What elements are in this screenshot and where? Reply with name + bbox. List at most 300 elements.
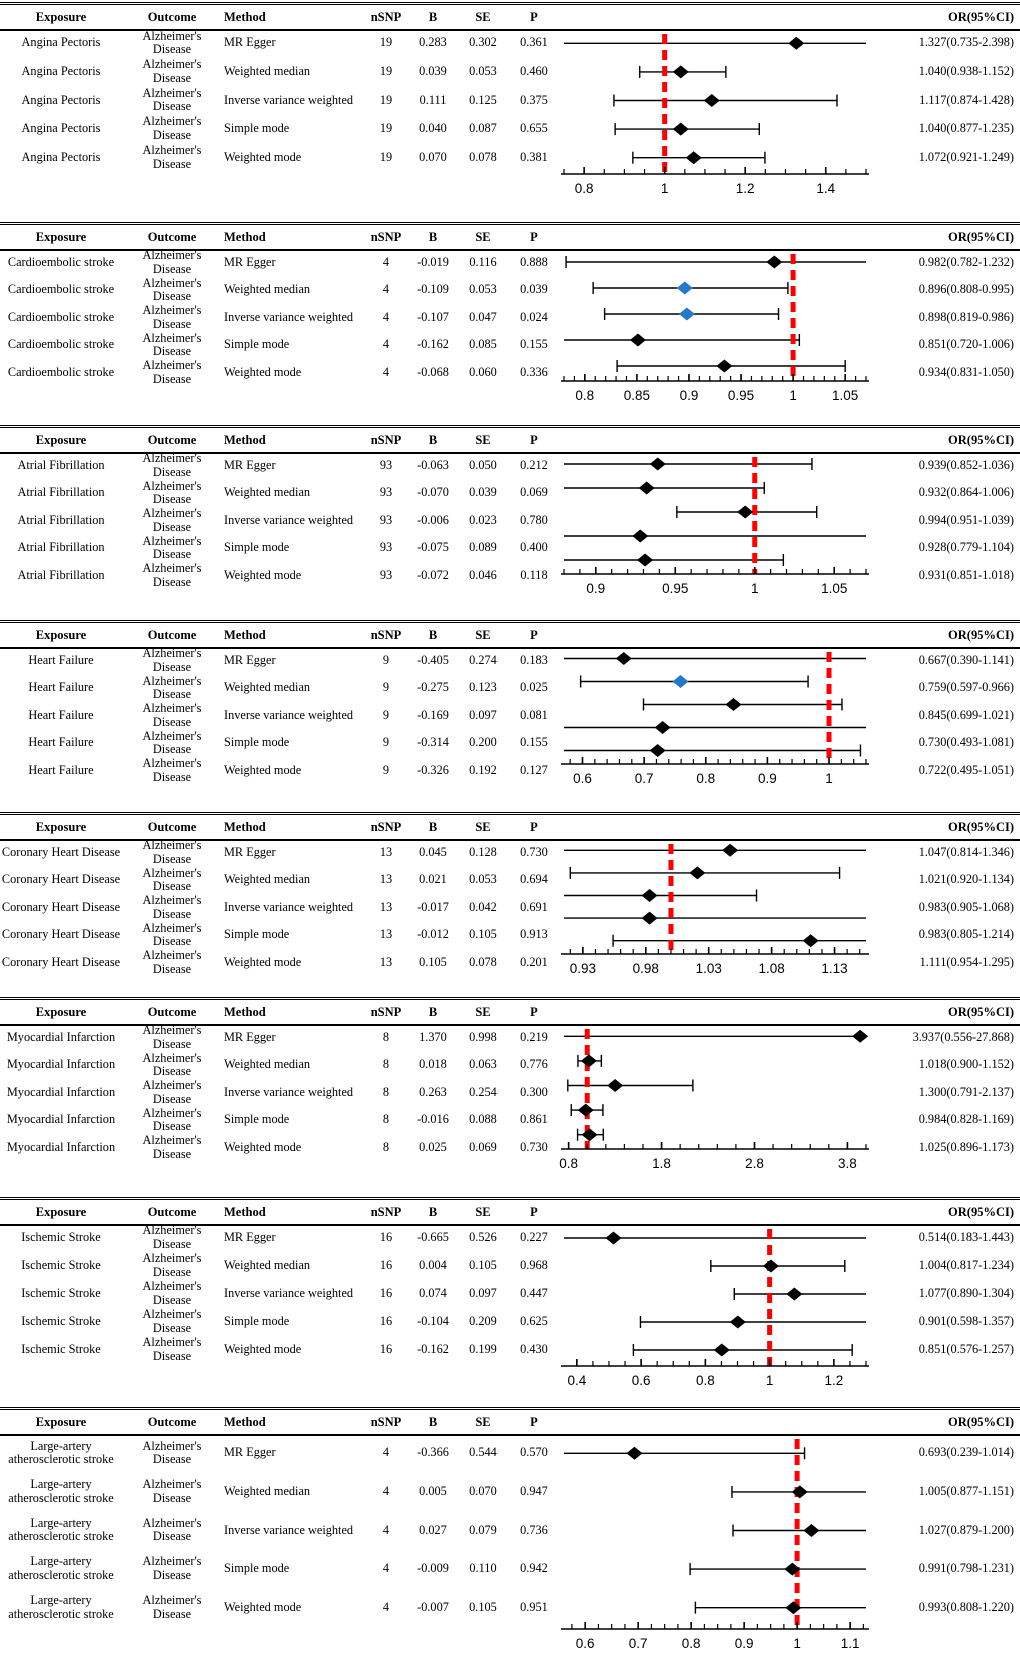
or-ci-cell: 0.934(0.831-1.050) [918, 365, 1014, 379]
nsnp-cell: 13 [379, 844, 393, 859]
outcome-cell: Alzheimer's Disease [142, 1307, 202, 1335]
se-cell: 0.128 [469, 844, 497, 859]
effect-diamond [581, 1054, 597, 1067]
column-header-method: Method [224, 229, 266, 244]
or-ci-cell: 1.300(0.791-2.137) [918, 1084, 1014, 1099]
axis-tick-label: 0.8 [575, 388, 595, 403]
axis-tick-label: 1.03 [695, 961, 722, 976]
beta-cell: 0.004 [419, 1258, 447, 1273]
nsnp-cell: 4 [382, 1445, 390, 1460]
se-cell: 0.097 [469, 1286, 497, 1301]
beta-cell: -0.075 [417, 540, 449, 555]
se-cell: 0.078 [469, 149, 497, 164]
panel-box [0, 620, 1020, 792]
column-header-or-ci: OR(95%CI) [948, 1204, 1014, 1219]
forest-plot-area [560, 249, 870, 409]
beta-cell: 1.370 [419, 1029, 447, 1044]
axis-tick-label: 0.93 [569, 961, 597, 976]
or-ci-cell: 0.898(0.819-0.986) [918, 309, 1014, 324]
column-header-exposure: Exposure [35, 1204, 87, 1219]
column-header-outcome: Outcome [147, 229, 197, 244]
nsnp-cell: 16 [379, 1258, 393, 1273]
se-cell: 0.199 [469, 1342, 497, 1357]
axis-tick-label: 0.85 [623, 388, 651, 403]
beta-cell: -0.366 [417, 1445, 449, 1460]
se-cell: 0.079 [469, 1522, 497, 1537]
nsnp-cell: 16 [379, 1286, 393, 1301]
column-header-p: P [530, 1204, 538, 1219]
method-cell: MR Egger [224, 1230, 276, 1245]
exposure-cell: Ischemic Stroke [21, 1230, 101, 1245]
p-value-cell: 0.780 [520, 512, 548, 527]
method-cell: Simple mode [224, 540, 290, 555]
exposure-cell: Heart Failure [28, 763, 94, 777]
beta-cell: -0.169 [417, 707, 449, 722]
column-header-p: P [530, 9, 538, 24]
se-cell: 0.085 [469, 337, 497, 352]
effect-diamond [792, 1485, 808, 1498]
nsnp-cell: 4 [382, 254, 390, 269]
column-header-nsnp: nSNP [370, 432, 402, 447]
beta-cell: -0.063 [417, 457, 449, 472]
outcome-cell: Alzheimer's Disease [142, 1223, 202, 1251]
column-header-nsnp: nSNP [370, 1004, 402, 1019]
axis-tick-label: 0.6 [575, 1636, 595, 1651]
nsnp-cell: 13 [379, 955, 393, 969]
column-header-exposure: Exposure [35, 9, 87, 24]
column-header-outcome: Outcome [147, 819, 197, 834]
se-cell: 0.123 [469, 680, 497, 695]
column-header-outcome: Outcome [147, 1004, 197, 1019]
outcome-cell: Alzheimer's Disease [142, 646, 202, 674]
axis-tick-label: 0.8 [681, 1636, 701, 1651]
exposure-cell: Coronary Heart Disease [1, 927, 121, 942]
se-cell: 0.209 [469, 1314, 497, 1329]
axis-tick-label: 2.8 [745, 1156, 764, 1171]
beta-cell: -0.068 [417, 365, 449, 379]
axis-tick-label: 1.1 [840, 1636, 860, 1651]
beta-cell: 0.283 [419, 35, 447, 50]
or-ci-cell: 1.047(0.814-1.346) [918, 844, 1014, 859]
effect-diamond [626, 1447, 642, 1460]
exposure-cell: Large-artery atherosclerotic stroke [8, 1592, 114, 1621]
or-ci-cell: 1.117(0.874-1.428) [919, 92, 1014, 107]
or-ci-cell: 1.072(0.921-1.249) [918, 149, 1014, 164]
outcome-cell: Alzheimer's Disease [142, 1050, 202, 1079]
column-header-exposure: Exposure [35, 229, 87, 244]
beta-cell: -0.109 [417, 282, 449, 297]
beta-cell: -0.007 [417, 1599, 449, 1614]
p-value-cell: 0.025 [520, 680, 548, 695]
nsnp-cell: 4 [382, 309, 390, 324]
column-header-method: Method [224, 1004, 266, 1019]
axis-tick-label: 0.9 [757, 771, 777, 786]
outcome-cell: Alzheimer's Disease [142, 728, 202, 757]
p-value-cell: 0.460 [520, 64, 548, 78]
nsnp-cell: 13 [379, 899, 393, 914]
exposure-cell: Angina Pectoris [21, 64, 101, 78]
forest-panel [0, 202, 1020, 409]
effect-diamond [803, 934, 819, 947]
column-header-method: Method [224, 1204, 266, 1219]
beta-cell: 0.070 [419, 149, 447, 164]
se-cell: 0.046 [469, 568, 497, 582]
p-value-cell: 0.942 [520, 1561, 548, 1576]
effect-diamond [686, 151, 702, 164]
outcome-cell: Alzheimer's Disease [142, 478, 202, 507]
forest-plot [560, 1024, 870, 1177]
outcome-cell: Alzheimer's Disease [142, 114, 202, 143]
se-cell: 0.105 [469, 1258, 497, 1273]
or-ci-cell: 1.005(0.877-1.151) [918, 1484, 1014, 1498]
se-cell: 0.088 [469, 1112, 497, 1127]
se-cell: 0.254 [469, 1084, 497, 1099]
forest-panel [0, 0, 1020, 202]
se-cell: 0.053 [469, 282, 497, 297]
column-header-outcome: Outcome [147, 627, 197, 642]
column-header-exposure: Exposure [35, 819, 87, 834]
axis-tick-label: 0.95 [727, 388, 755, 403]
or-ci-cell: 0.514(0.183-1.443) [918, 1230, 1014, 1245]
forest-plot [560, 29, 870, 202]
method-cell: Weighted median [224, 1057, 311, 1072]
outcome-cell: Alzheimer's Disease [142, 28, 202, 57]
effect-diamond [673, 123, 689, 136]
or-ci-cell: 3.937(0.556-27.868) [912, 1029, 1014, 1044]
column-header-b: B [428, 819, 438, 834]
exposure-cell: Angina Pectoris [21, 35, 101, 50]
or-ci-cell: 0.991(0.798-1.231) [918, 1561, 1014, 1576]
nsnp-cell: 19 [379, 64, 393, 78]
or-ci-cell: 1.021(0.920-1.134) [918, 872, 1014, 887]
se-cell: 0.023 [469, 512, 497, 527]
nsnp-cell: 93 [379, 485, 393, 500]
beta-cell: 0.025 [419, 1140, 447, 1154]
nsnp-cell: 4 [382, 282, 390, 297]
method-cell: Inverse variance weighted [224, 1084, 354, 1099]
or-ci-cell: 0.993(0.808-1.220) [918, 1599, 1014, 1614]
or-ci-cell: 0.722(0.495-1.051) [918, 763, 1014, 777]
table-header-row [0, 1410, 1020, 1436]
forest-plot-area [560, 1434, 870, 1657]
beta-cell: 0.040 [419, 121, 447, 136]
p-value-cell: 0.201 [520, 955, 548, 969]
beta-cell: 0.074 [419, 1286, 447, 1301]
column-header-method: Method [224, 627, 266, 642]
forest-plot [560, 249, 870, 409]
outcome-cell: Alzheimer's Disease [142, 358, 202, 386]
column-header-or-ci: OR(95%CI) [948, 9, 1014, 24]
method-cell: Weighted median [224, 680, 311, 695]
column-header-nsnp: nSNP [370, 1204, 402, 1219]
axis-tick-label: 0.6 [631, 1373, 651, 1388]
effect-diamond [578, 1104, 594, 1117]
outcome-cell: Alzheimer's Disease [142, 673, 202, 702]
beta-cell: 0.045 [419, 844, 447, 859]
se-cell: 0.047 [469, 309, 497, 324]
panel-box [0, 997, 1020, 1177]
table-header-row [0, 5, 1020, 31]
beta-cell: 0.021 [419, 872, 447, 887]
nsnp-cell: 19 [379, 35, 393, 50]
column-header-outcome: Outcome [147, 1414, 197, 1429]
effect-diamond [737, 506, 753, 519]
p-value-cell: 0.024 [520, 309, 548, 324]
column-header-se: SE [475, 1004, 491, 1019]
column-header-nsnp: nSNP [370, 627, 402, 642]
p-value-cell: 0.361 [520, 35, 548, 50]
beta-cell: -0.012 [417, 927, 449, 942]
p-value-cell: 0.655 [520, 121, 548, 136]
se-cell: 0.274 [469, 652, 497, 667]
column-header-se: SE [475, 229, 491, 244]
effect-diamond [679, 308, 695, 321]
method-cell: Simple mode [224, 735, 290, 750]
nsnp-cell: 8 [382, 1029, 390, 1044]
exposure-cell: Myocardial Infarction [6, 1057, 116, 1072]
outcome-cell: Alzheimer's Disease [142, 561, 202, 589]
or-ci-cell: 1.040(0.877-1.235) [918, 121, 1014, 136]
exposure-cell: Angina Pectoris [21, 92, 101, 107]
nsnp-cell: 8 [382, 1084, 390, 1099]
column-header-exposure: Exposure [35, 1004, 87, 1019]
exposure-cell: Heart Failure [28, 652, 94, 667]
se-cell: 0.097 [469, 707, 497, 722]
method-cell: Weighted mode [224, 568, 302, 582]
exposure-cell: Coronary Heart Disease [1, 955, 121, 969]
column-header-p: P [530, 627, 538, 642]
column-header-or-ci: OR(95%CI) [948, 229, 1014, 244]
exposure-cell: Atrial Fibrillation [17, 457, 105, 472]
forest-plot [560, 452, 870, 602]
column-header-se: SE [475, 432, 491, 447]
axis-tick-label: 1 [789, 388, 797, 403]
axis-tick-label: 1 [660, 181, 669, 196]
outcome-cell: Alzheimer's Disease [142, 756, 202, 784]
column-header-se: SE [475, 819, 491, 834]
effect-diamond [763, 1260, 779, 1273]
beta-cell: -0.107 [417, 309, 449, 324]
p-value-cell: 0.300 [520, 1084, 548, 1099]
beta-cell: -0.017 [417, 899, 449, 914]
se-cell: 0.060 [469, 365, 497, 379]
method-cell: Weighted median [224, 872, 311, 887]
column-header-b: B [428, 1004, 438, 1019]
method-cell: Weighted mode [224, 955, 302, 969]
outcome-cell: Alzheimer's Disease [142, 303, 202, 331]
exposure-cell: Heart Failure [28, 680, 94, 695]
se-cell: 0.105 [469, 1599, 497, 1614]
forest-plot-area [560, 1224, 870, 1394]
exposure-cell: Cardioembolic stroke [7, 282, 115, 297]
outcome-cell: Alzheimer's Disease [142, 893, 202, 921]
nsnp-cell: 8 [382, 1112, 390, 1127]
outcome-cell: Alzheimer's Disease [142, 85, 202, 114]
nsnp-cell: 9 [382, 763, 390, 777]
forest-panel [0, 792, 1020, 982]
outcome-cell: Alzheimer's Disease [142, 838, 202, 866]
or-ci-cell: 0.939(0.852-1.036) [918, 457, 1014, 472]
se-cell: 0.105 [469, 927, 497, 942]
axis-tick-label: 1.05 [832, 388, 859, 403]
se-cell: 0.078 [469, 955, 497, 969]
beta-cell: 0.105 [419, 955, 447, 969]
p-value-cell: 0.381 [520, 149, 548, 164]
method-cell: MR Egger [224, 1445, 276, 1460]
p-value-cell: 0.913 [520, 927, 548, 942]
column-header-or-ci: OR(95%CI) [948, 819, 1014, 834]
panel-box [0, 1407, 1020, 1657]
or-ci-cell: 0.928(0.779-1.104) [918, 540, 1014, 555]
method-cell: Weighted mode [224, 1140, 302, 1154]
effect-diamond [677, 282, 693, 295]
axis-tick-label: 0.9 [679, 388, 699, 403]
or-ci-cell: 1.111(0.954-1.295) [919, 955, 1014, 969]
exposure-cell: Myocardial Infarction [6, 1112, 116, 1127]
method-cell: Inverse variance weighted [224, 512, 354, 527]
exposure-cell: Myocardial Infarction [6, 1029, 116, 1044]
axis-tick-label: 0.9 [586, 581, 606, 596]
method-cell: Simple mode [224, 1314, 290, 1329]
column-header-b: B [428, 432, 438, 447]
exposure-cell: Atrial Fibrillation [17, 540, 105, 555]
p-value-cell: 0.694 [520, 872, 548, 887]
beta-cell: 0.018 [419, 1057, 447, 1072]
column-header-or-ci: OR(95%CI) [948, 1004, 1014, 1019]
p-value-cell: 0.968 [520, 1258, 548, 1273]
nsnp-cell: 19 [379, 149, 393, 164]
nsnp-cell: 4 [382, 1561, 390, 1576]
forest-plot-area [560, 839, 870, 982]
method-cell: Weighted median [224, 64, 311, 78]
effect-diamond [582, 1128, 598, 1141]
column-header-method: Method [224, 9, 266, 24]
p-value-cell: 0.861 [520, 1112, 548, 1127]
beta-cell: 0.111 [419, 92, 447, 107]
nsnp-cell: 13 [379, 927, 393, 942]
p-value-cell: 0.081 [520, 707, 548, 722]
axis-tick-label: 1 [825, 771, 833, 786]
outcome-cell: Alzheimer's Disease [142, 1023, 202, 1051]
effect-diamond [650, 744, 666, 757]
panel-box [0, 425, 1020, 602]
beta-cell: -0.070 [417, 485, 449, 500]
effect-diamond [689, 866, 705, 879]
se-cell: 0.050 [469, 457, 497, 472]
forest-plot-area [560, 647, 870, 792]
method-cell: Weighted mode [224, 763, 302, 777]
axis-tick-label: 1.2 [824, 1373, 844, 1388]
exposure-cell: Ischemic Stroke [21, 1258, 101, 1273]
axis-tick-label: 0.4 [567, 1373, 587, 1388]
exposure-cell: Ischemic Stroke [21, 1286, 101, 1301]
p-value-cell: 0.947 [520, 1484, 548, 1498]
or-ci-cell: 1.077(0.890-1.304) [918, 1286, 1014, 1301]
effect-diamond [607, 1079, 623, 1092]
axis-tick-label: 0.6 [573, 771, 592, 786]
panel-box [0, 2, 1020, 202]
p-value-cell: 0.776 [520, 1057, 548, 1072]
or-ci-cell: 0.851(0.720-1.006) [918, 337, 1014, 352]
effect-diamond [637, 554, 653, 567]
beta-cell: -0.275 [417, 680, 449, 695]
or-ci-cell: 1.025(0.896-1.173) [918, 1140, 1014, 1154]
p-value-cell: 0.447 [520, 1286, 548, 1301]
se-cell: 0.302 [469, 35, 497, 50]
exposure-cell: Cardioembolic stroke [7, 254, 115, 269]
column-header-b: B [428, 1204, 438, 1219]
exposure-cell: Atrial Fibrillation [17, 568, 105, 582]
or-ci-cell: 0.845(0.699-1.021) [918, 707, 1014, 722]
exposure-cell: Angina Pectoris [21, 149, 101, 164]
column-header-p: P [530, 229, 538, 244]
forest-panel [0, 982, 1020, 1177]
or-ci-cell: 0.994(0.951-1.039) [918, 512, 1014, 527]
beta-cell: -0.314 [417, 735, 449, 750]
beta-cell: -0.665 [417, 1230, 449, 1245]
effect-diamond [786, 1288, 802, 1301]
method-cell: MR Egger [224, 1029, 276, 1044]
axis-tick-label: 1.05 [821, 581, 848, 596]
outcome-cell: Alzheimer's Disease [142, 920, 202, 949]
outcome-cell: Alzheimer's Disease [142, 1279, 202, 1307]
column-header-outcome: Outcome [147, 9, 197, 24]
effect-diamond [673, 65, 689, 78]
column-header-se: SE [475, 1414, 491, 1429]
outcome-cell: Alzheimer's Disease [142, 1251, 202, 1279]
se-cell: 0.200 [469, 735, 497, 750]
p-value-cell: 0.155 [520, 735, 548, 750]
nsnp-cell: 93 [379, 568, 393, 582]
outcome-cell: Alzheimer's Disease [142, 948, 202, 976]
beta-cell: 0.039 [419, 64, 447, 78]
p-value-cell: 0.625 [520, 1314, 548, 1329]
method-cell: Simple mode [224, 927, 290, 942]
exposure-cell: Cardioembolic stroke [7, 337, 115, 352]
nsnp-cell: 16 [379, 1314, 393, 1329]
beta-cell: -0.326 [417, 763, 449, 777]
column-header-p: P [530, 819, 538, 834]
exposure-cell: Myocardial Infarction [6, 1084, 116, 1099]
or-ci-cell: 0.851(0.576-1.257) [918, 1342, 1014, 1357]
axis-tick-label: 0.8 [695, 1373, 715, 1388]
forest-panel [0, 1177, 1020, 1394]
p-value-cell: 0.430 [520, 1342, 548, 1357]
effect-diamond [803, 1524, 819, 1537]
se-cell: 0.192 [469, 763, 497, 777]
se-cell: 0.070 [469, 1484, 497, 1498]
effect-diamond [722, 844, 738, 857]
axis-tick-label: 1.08 [758, 961, 785, 976]
or-ci-cell: 0.984(0.828-1.169) [918, 1112, 1014, 1127]
p-value-cell: 0.227 [520, 1230, 548, 1245]
or-ci-cell: 0.901(0.598-1.357) [918, 1314, 1014, 1329]
or-ci-cell: 1.027(0.879-1.200) [918, 1522, 1014, 1537]
effect-diamond [639, 482, 655, 495]
p-value-cell: 0.570 [520, 1445, 548, 1460]
effect-diamond [630, 334, 646, 347]
beta-cell: -0.162 [417, 337, 449, 352]
effect-diamond [642, 912, 658, 925]
outcome-cell: Alzheimer's Disease [142, 701, 202, 729]
p-value-cell: 0.155 [520, 337, 548, 352]
or-ci-cell: 0.896(0.808-0.995) [918, 282, 1014, 297]
nsnp-cell: 4 [382, 1522, 390, 1537]
column-header-p: P [530, 1004, 538, 1019]
effect-diamond [766, 256, 782, 269]
or-ci-cell: 0.983(0.905-1.068) [918, 899, 1014, 914]
se-cell: 0.069 [469, 1140, 497, 1154]
